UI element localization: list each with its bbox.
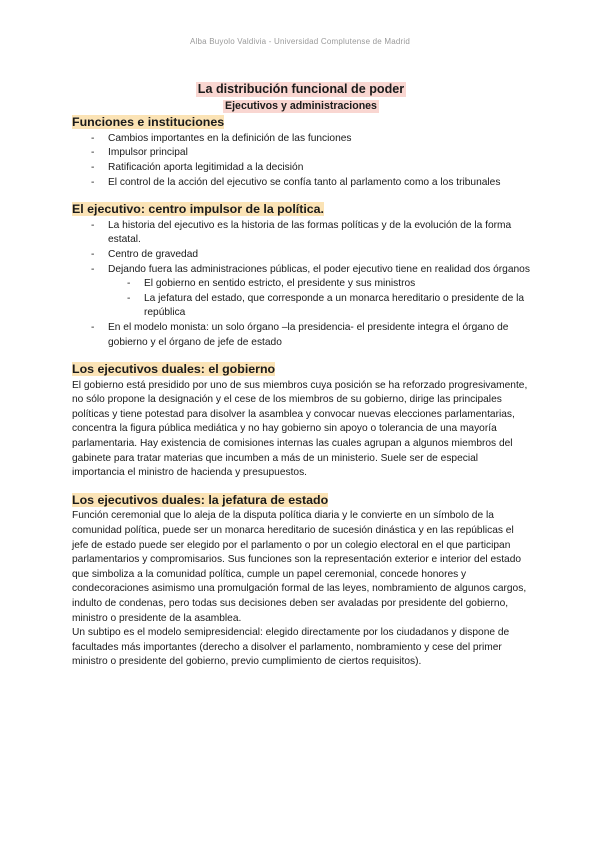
list-item <box>72 161 530 176</box>
dash-bullet-icon: - <box>127 292 131 304</box>
dash-bullet-icon: - <box>91 321 95 333</box>
section-heading: Los ejecutivos duales: la jefatura de estado <box>72 492 329 507</box>
list-item-text: Impulsor principal <box>108 147 188 159</box>
list-item <box>72 176 530 191</box>
bullet-list <box>72 219 530 350</box>
list-item-text: En el modelo monista: un solo órgano –la presidencia- el presidente integra el órgano de gobierno y el órgano de jefe de estado <box>108 321 509 348</box>
page-header-author: Alba Buyolo Valdivia - Universidad Complutense de Madrid <box>189 37 411 46</box>
dash-bullet-icon: - <box>91 176 95 188</box>
list-item-text: La jefatura del estado, que corresponde a un monarca hereditario o presidente de la república <box>144 292 525 319</box>
list-item-text: Centro de gravedad <box>108 248 199 260</box>
list-item-text: El control de la acción del ejecutivo se confía tanto al parlamento como a los tribunales <box>108 176 501 188</box>
section-ejecutivo <box>72 202 530 350</box>
list-item <box>72 321 530 350</box>
paragraph: El gobierno está presidido por uno de sus miembros cuya posición se ha reforzado progresivamente, no sólo propone la designación y el cese de los miembros de su gobierno, dirige las principales políticas y tiene potestad para disolver la asamblea y convocar nuevas elecciones parlamentarias, concentra la figura pública mediática y no hay gobierno sin apoyo o tolerancia de una mayoría parlamentaria. Hay existencia de comisiones internas las cuales agrupan a algunos miembros del gabinete para tratar materias que incumben a más de un ministerio. Suele ser de especial importancia el ministro de hacienda y presupuestos. <box>72 379 528 479</box>
document-body <box>72 82 530 670</box>
list-item <box>72 263 530 321</box>
list-item <box>72 248 530 263</box>
dash-bullet-icon: - <box>91 161 95 173</box>
dash-bullet-icon: - <box>91 132 95 144</box>
document-title: La distribución funcional de poder <box>197 82 405 96</box>
dash-bullet-icon: - <box>91 219 95 231</box>
section-heading: Los ejecutivos duales: el gobierno <box>72 362 276 377</box>
list-item-text: El gobierno en sentido estricto, el presidente y sus ministros <box>144 278 416 290</box>
sub-bullet-list <box>108 277 530 321</box>
dash-bullet-icon: - <box>127 278 131 290</box>
list-item <box>72 132 530 147</box>
list-item-text: Ratificación aporta legitimidad a la decisión <box>108 161 304 173</box>
paragraph: Función ceremonial que lo aleja de la disputa política diaria y le convierte en un símbolo de la comunidad política, puede ser un monarca hereditario de sucesión dinástica y en las repúblicas el jefe de estado puede ser elegido por el parlamento o por un colegio electoral en el que participan parlamentarios y compromisarios. Sus funciones son la representación exterior e interior del estado que simboliza a la comunidad política, cumple un papel ceremonial, concede honores y condecoraciones asimismo una promulgación formal de las leyes, nombramiento de algunos cargos, indulto de condenas, pero todas sus decisiones deben ser avaladas por presidente del gobierno, ministro o presidente de la asamblea. <box>72 510 527 624</box>
dash-bullet-icon: - <box>91 263 95 275</box>
document-subtitle: Ejecutivos y administraciones <box>225 99 377 112</box>
paragraph: Un subtipo es el modelo semipresidencial: elegido directamente por los ciudadanos y dispone de facultades más importantes (derecho a disolver el parlamento, nombramiento y cese del primer ministro o presidente del gobierno, previo cumplimiento de ciertos requisitos). <box>72 627 510 668</box>
list-item <box>72 146 530 161</box>
section-heading: Funciones e instituciones <box>72 115 225 130</box>
title-block <box>72 82 530 114</box>
dash-bullet-icon: - <box>91 248 95 260</box>
section-jefatura-estado <box>72 493 530 670</box>
list-item-text: La historia del ejecutivo es la historia de las formas políticas y de la evolución de la forma estatal. <box>108 219 512 246</box>
dash-bullet-icon: - <box>91 147 95 159</box>
list-item <box>72 219 530 248</box>
sub-list-item <box>108 292 530 321</box>
section-funciones <box>72 115 530 190</box>
section-heading: El ejecutivo: centro impulsor de la política. <box>72 202 324 217</box>
sub-list-item <box>108 277 530 292</box>
list-item-text: Cambios importantes en la definición de las funciones <box>108 132 352 144</box>
bullet-list <box>72 132 530 190</box>
list-item-text: Dejando fuera las administraciones públicas, el poder ejecutivo tiene en realidad dos órganos <box>108 263 530 275</box>
section-gobierno <box>72 362 530 481</box>
